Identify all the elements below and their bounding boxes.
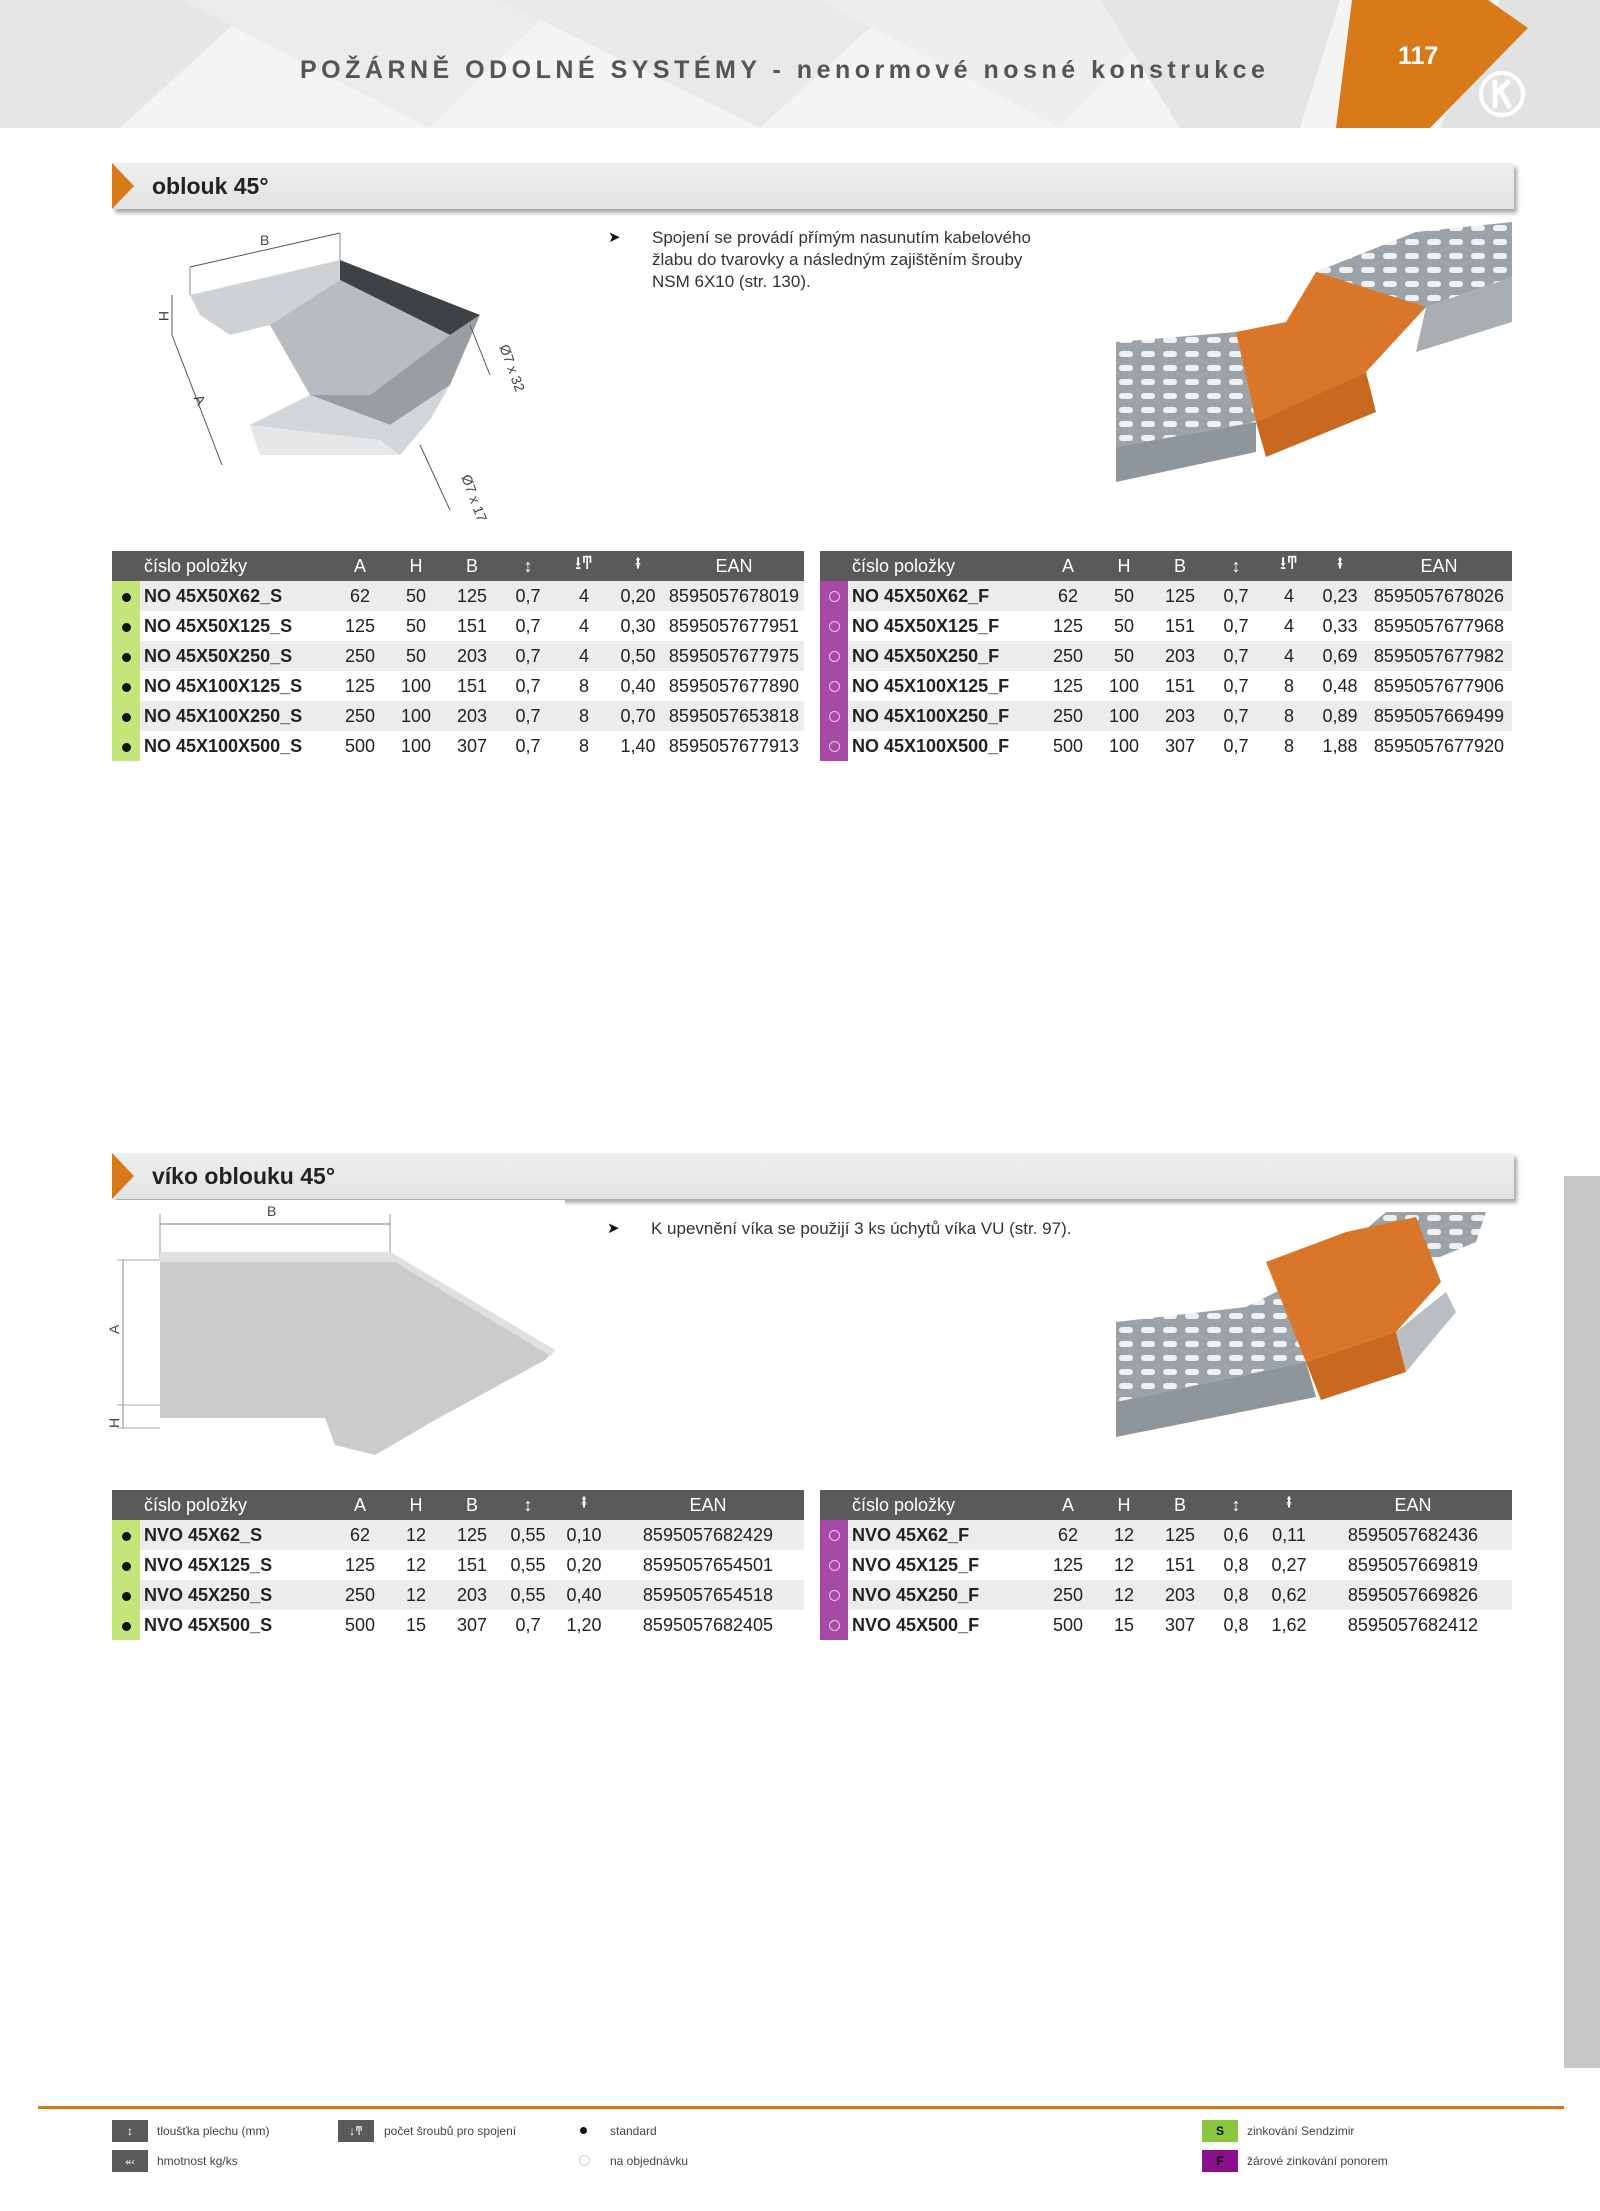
ean-cell: 8595057677951 bbox=[664, 611, 804, 641]
svg-text:Ø7 x 17: Ø7 x 17 bbox=[458, 472, 491, 524]
cell: 4 bbox=[1264, 641, 1314, 671]
on-order-clock-icon bbox=[829, 1620, 840, 1631]
item-code: NO 45X50X62_S bbox=[140, 581, 332, 611]
cell: 203 bbox=[1152, 641, 1208, 671]
standard-dot-icon bbox=[122, 1532, 131, 1541]
legend-thickness: tloušťka plechu (mm) bbox=[157, 2124, 270, 2138]
ean-cell: 8595057654518 bbox=[612, 1580, 804, 1610]
cell: 50 bbox=[388, 581, 444, 611]
bullet-arrow-icon: ➤ bbox=[607, 1220, 620, 1237]
col-header: číslo položky bbox=[848, 551, 1040, 581]
cell: 307 bbox=[1152, 1610, 1208, 1640]
cell: 250 bbox=[332, 701, 388, 731]
page-number: 117 bbox=[1398, 42, 1439, 70]
col-header: B bbox=[444, 551, 500, 581]
cell: 203 bbox=[444, 641, 500, 671]
col-header: ↕ bbox=[1208, 1490, 1264, 1520]
item-code: NVO 45X125_F bbox=[848, 1550, 1040, 1580]
ean-cell: 8595057677968 bbox=[1366, 611, 1512, 641]
cell: 0,7 bbox=[500, 731, 556, 761]
cell: 4 bbox=[556, 611, 612, 641]
cover-table-hot-dip bbox=[820, 1490, 1512, 1640]
item-code: NO 45X50X125_F bbox=[848, 611, 1040, 641]
item-code: NO 45X50X125_S bbox=[140, 611, 332, 641]
svg-text:B: B bbox=[267, 1203, 277, 1219]
standard-dot-icon bbox=[580, 2127, 587, 2134]
col-header: ⭳ͳ bbox=[1264, 551, 1314, 581]
standard-dot-icon bbox=[122, 1562, 131, 1571]
cell: 0,7 bbox=[500, 701, 556, 731]
ean-cell: 8595057677975 bbox=[664, 641, 804, 671]
bullet-arrow-icon: ➤ bbox=[608, 229, 621, 246]
cell: 8 bbox=[556, 671, 612, 701]
item-code: NVO 45X250_S bbox=[140, 1580, 332, 1610]
section-arrow-icon bbox=[112, 163, 134, 209]
cell: 0,7 bbox=[1208, 641, 1264, 671]
item-code: NO 45X100X125_S bbox=[140, 671, 332, 701]
col-header: H bbox=[388, 1490, 444, 1520]
section-title-bar-oblouk bbox=[112, 163, 1514, 209]
table-header-row bbox=[112, 551, 804, 581]
legend-s-code: S bbox=[1202, 2120, 1238, 2142]
cell: 0,27 bbox=[1264, 1550, 1314, 1580]
cell: 0,7 bbox=[1208, 701, 1264, 731]
on-order-clock-icon bbox=[829, 711, 840, 722]
ean-cell: 8595057669826 bbox=[1314, 1580, 1512, 1610]
cell: 0,23 bbox=[1314, 581, 1366, 611]
chapter-side-tab bbox=[1564, 1176, 1600, 2068]
item-code: NO 45X50X62_F bbox=[848, 581, 1040, 611]
svg-text:A: A bbox=[106, 1324, 122, 1334]
cell: 250 bbox=[332, 1580, 388, 1610]
legend-s-label: zinkování Sendzimir bbox=[1247, 2124, 1355, 2138]
on-order-clock-icon bbox=[829, 651, 840, 662]
cell: 15 bbox=[1096, 1610, 1152, 1640]
item-code: NVO 45X500_F bbox=[848, 1610, 1040, 1640]
standard-dot-icon bbox=[122, 1622, 131, 1631]
cell: 12 bbox=[388, 1550, 444, 1580]
cell: 0,7 bbox=[1208, 731, 1264, 761]
cell: 151 bbox=[1152, 671, 1208, 701]
ean-cell: 8595057677890 bbox=[664, 671, 804, 701]
table-row bbox=[820, 1580, 1512, 1610]
cell: 62 bbox=[1040, 581, 1096, 611]
ean-cell: 8595057682405 bbox=[612, 1610, 804, 1640]
col-header: ↕ bbox=[500, 1490, 556, 1520]
ean-cell: 8595057677982 bbox=[1366, 641, 1512, 671]
weight-icon: ⬻ bbox=[112, 2150, 148, 2172]
col-header: H bbox=[1096, 551, 1152, 581]
table-row bbox=[112, 1580, 804, 1610]
table-row bbox=[112, 641, 804, 671]
cell: 0,11 bbox=[1264, 1520, 1314, 1550]
cell: 250 bbox=[1040, 1580, 1096, 1610]
note-line: žlabu do tvarovky a následným zajištěním šrouby bbox=[652, 250, 1023, 269]
item-code: NVO 45X500_S bbox=[140, 1610, 332, 1640]
col-header: ⭻ bbox=[556, 1490, 612, 1520]
svg-text:Ø7 x 32: Ø7 x 32 bbox=[496, 342, 529, 394]
ean-cell: 8595057653818 bbox=[664, 701, 804, 731]
standard-dot-icon bbox=[122, 683, 131, 692]
cell: 151 bbox=[444, 671, 500, 701]
bend-table-sendzimir bbox=[112, 551, 804, 761]
section-title-bar-viko bbox=[112, 1153, 1514, 1199]
cell: 0,7 bbox=[500, 611, 556, 641]
cell: 500 bbox=[1040, 1610, 1096, 1640]
cell: 151 bbox=[444, 1550, 500, 1580]
cell: 100 bbox=[1096, 671, 1152, 701]
legend-screws: počet šroubů pro spojení bbox=[384, 2124, 517, 2138]
cell: 0,69 bbox=[1314, 641, 1366, 671]
cell: 50 bbox=[388, 641, 444, 671]
cell: 250 bbox=[1040, 701, 1096, 731]
col-header: A bbox=[1040, 1490, 1096, 1520]
cell: 125 bbox=[332, 671, 388, 701]
ean-cell: 8595057669499 bbox=[1366, 701, 1512, 731]
col-header: číslo položky bbox=[140, 1490, 332, 1520]
cell: 0,55 bbox=[500, 1520, 556, 1550]
cell: 12 bbox=[1096, 1520, 1152, 1550]
cell: 1,20 bbox=[556, 1610, 612, 1640]
ean-cell: 8595057669819 bbox=[1314, 1550, 1512, 1580]
cell: 100 bbox=[388, 731, 444, 761]
item-code: NO 45X100X500_F bbox=[848, 731, 1040, 761]
on-order-clock-icon bbox=[829, 1590, 840, 1601]
cell: 0,7 bbox=[500, 641, 556, 671]
cell: 100 bbox=[388, 671, 444, 701]
cell: 0,48 bbox=[1314, 671, 1366, 701]
table-row bbox=[820, 671, 1512, 701]
cell: 12 bbox=[1096, 1580, 1152, 1610]
cell: 0,7 bbox=[500, 581, 556, 611]
standard-dot-icon bbox=[122, 743, 131, 752]
table-row bbox=[112, 1550, 804, 1580]
table-header-row bbox=[820, 551, 1512, 581]
ean-cell: 8595057682429 bbox=[612, 1520, 804, 1550]
cell: 0,55 bbox=[500, 1580, 556, 1610]
ean-cell: 8595057677913 bbox=[664, 731, 804, 761]
cell: 4 bbox=[1264, 611, 1314, 641]
table-row bbox=[820, 1610, 1512, 1640]
ean-cell: 8595057677906 bbox=[1366, 671, 1512, 701]
ean-cell: 8595057678019 bbox=[664, 581, 804, 611]
col-header: ⭳ͳ bbox=[556, 551, 612, 581]
note-line: NSM 6X10 (str. 130). bbox=[652, 272, 811, 291]
item-code: NVO 45X250_F bbox=[848, 1580, 1040, 1610]
bend-mounting-note bbox=[608, 227, 1112, 293]
on-order-clock-icon bbox=[829, 681, 840, 692]
cell: 125 bbox=[332, 1550, 388, 1580]
cell: 1,62 bbox=[1264, 1610, 1314, 1640]
cell: 0,7 bbox=[1208, 611, 1264, 641]
cell: 250 bbox=[332, 641, 388, 671]
item-code: NVO 45X62_S bbox=[140, 1520, 332, 1550]
cell: 8 bbox=[556, 701, 612, 731]
cell: 0,30 bbox=[612, 611, 664, 641]
cell: 50 bbox=[1096, 641, 1152, 671]
cell: 125 bbox=[1152, 1520, 1208, 1550]
table-header-row bbox=[820, 1490, 1512, 1520]
ean-cell: 8595057682436 bbox=[1314, 1520, 1512, 1550]
cover-product-photo bbox=[1116, 1212, 1512, 1482]
table-row bbox=[820, 701, 1512, 731]
note-line: K upevnění víka se použijí 3 ks úchytů víka VU (str. 97). bbox=[651, 1219, 1072, 1238]
standard-dot-icon bbox=[122, 653, 131, 662]
col-header: číslo položky bbox=[140, 551, 332, 581]
cell: 8 bbox=[1264, 671, 1314, 701]
note-line: Spojení se provádí přímým nasunutím kabelového bbox=[652, 228, 1031, 247]
table-row bbox=[112, 701, 804, 731]
table-row bbox=[820, 581, 1512, 611]
on-order-clock-icon bbox=[579, 2155, 590, 2166]
col-header: ↕ bbox=[1208, 551, 1264, 581]
cell: 151 bbox=[1152, 1550, 1208, 1580]
section-arrow-icon bbox=[112, 1153, 134, 1199]
col-header: B bbox=[1152, 1490, 1208, 1520]
legend-standard: standard bbox=[610, 2124, 657, 2138]
page-header-title: POŽÁRNĚ ODOLNÉ SYSTÉMY - nenormové nosné konstrukce bbox=[300, 56, 1270, 84]
cell: 0,10 bbox=[556, 1520, 612, 1550]
cell: 62 bbox=[1040, 1520, 1096, 1550]
cell: 100 bbox=[1096, 731, 1152, 761]
cell: 125 bbox=[1040, 671, 1096, 701]
cell: 4 bbox=[556, 641, 612, 671]
cell: 500 bbox=[1040, 731, 1096, 761]
on-order-clock-icon bbox=[829, 1530, 840, 1541]
item-code: NO 45X100X125_F bbox=[848, 671, 1040, 701]
col-header: B bbox=[444, 1490, 500, 1520]
item-code: NO 45X50X250_F bbox=[848, 641, 1040, 671]
table-row bbox=[820, 611, 1512, 641]
table-row bbox=[112, 731, 804, 761]
table-row bbox=[112, 1520, 804, 1550]
cell: 8 bbox=[556, 731, 612, 761]
col-header: H bbox=[1096, 1490, 1152, 1520]
section-title: oblouk 45° bbox=[152, 173, 269, 199]
standard-dot-icon bbox=[122, 623, 131, 632]
cell: 50 bbox=[388, 611, 444, 641]
cell: 0,8 bbox=[1208, 1610, 1264, 1640]
cell: 0,55 bbox=[500, 1550, 556, 1580]
cell: 0,6 bbox=[1208, 1520, 1264, 1550]
cell: 62 bbox=[332, 581, 388, 611]
cell: 203 bbox=[444, 1580, 500, 1610]
cell: 0,40 bbox=[612, 671, 664, 701]
legend-f-label: žárové zinkování ponorem bbox=[1247, 2154, 1388, 2168]
svg-text:B: B bbox=[260, 232, 270, 248]
cell: 8 bbox=[1264, 731, 1314, 761]
table-row bbox=[112, 1610, 804, 1640]
cell: 0,33 bbox=[1314, 611, 1366, 641]
cell: 0,40 bbox=[556, 1580, 612, 1610]
cover-table-sendzimir bbox=[112, 1490, 804, 1640]
cell: 125 bbox=[1152, 581, 1208, 611]
cell: 100 bbox=[388, 701, 444, 731]
item-code: NO 45X100X500_S bbox=[140, 731, 332, 761]
cell: 500 bbox=[332, 731, 388, 761]
cell: 125 bbox=[1040, 611, 1096, 641]
cell: 50 bbox=[1096, 581, 1152, 611]
bend-table-hot-dip bbox=[820, 551, 1512, 761]
cell: 12 bbox=[388, 1580, 444, 1610]
cell: 151 bbox=[444, 611, 500, 641]
table-row bbox=[820, 1550, 1512, 1580]
col-header: EAN bbox=[664, 551, 804, 581]
cell: 4 bbox=[1264, 581, 1314, 611]
svg-text:A: A bbox=[190, 391, 210, 408]
table-row bbox=[112, 611, 804, 641]
cell: 125 bbox=[444, 581, 500, 611]
item-code: NO 45X100X250_S bbox=[140, 701, 332, 731]
col-header: A bbox=[332, 551, 388, 581]
cell: 15 bbox=[388, 1610, 444, 1640]
cell: 307 bbox=[444, 1610, 500, 1640]
col-header: ↕ bbox=[500, 551, 556, 581]
cell: 0,50 bbox=[612, 641, 664, 671]
col-header: ⭻ bbox=[612, 551, 664, 581]
item-code: NO 45X50X250_S bbox=[140, 641, 332, 671]
cover-technical-drawing bbox=[105, 1200, 565, 1460]
on-order-clock-icon bbox=[829, 591, 840, 602]
legend-on-order: na objednávku bbox=[610, 2154, 689, 2168]
cell: 0,20 bbox=[556, 1550, 612, 1580]
item-code: NVO 45X125_S bbox=[140, 1550, 332, 1580]
col-header: číslo položky bbox=[848, 1490, 1040, 1520]
standard-dot-icon bbox=[122, 713, 131, 722]
col-header: ⭻ bbox=[1314, 551, 1366, 581]
svg-text:H: H bbox=[156, 311, 172, 322]
cell: 0,7 bbox=[500, 671, 556, 701]
on-order-clock-icon bbox=[829, 1560, 840, 1571]
cell: 307 bbox=[444, 731, 500, 761]
cell: 0,8 bbox=[1208, 1550, 1264, 1580]
bend-technical-drawing bbox=[150, 225, 550, 525]
on-order-clock-icon bbox=[829, 741, 840, 752]
cell: 250 bbox=[1040, 641, 1096, 671]
table-header-row bbox=[112, 1490, 804, 1520]
standard-dot-icon bbox=[122, 593, 131, 602]
col-header: EAN bbox=[1366, 551, 1512, 581]
cell: 8 bbox=[1264, 701, 1314, 731]
cell: 0,7 bbox=[1208, 581, 1264, 611]
on-order-clock-icon bbox=[829, 621, 840, 632]
legend-f-code: F bbox=[1202, 2150, 1238, 2172]
screws-icon: ↓ͳ bbox=[338, 2120, 374, 2142]
footer-divider bbox=[38, 2106, 1564, 2109]
col-header: H bbox=[388, 551, 444, 581]
cell: 125 bbox=[1040, 1550, 1096, 1580]
legend-weight: hmotnost kg/ks bbox=[157, 2154, 238, 2168]
cell: 500 bbox=[332, 1610, 388, 1640]
cell: 203 bbox=[1152, 1580, 1208, 1610]
cell: 203 bbox=[444, 701, 500, 731]
col-header: A bbox=[1040, 551, 1096, 581]
col-header: B bbox=[1152, 551, 1208, 581]
item-code: NO 45X100X250_F bbox=[848, 701, 1040, 731]
col-header: EAN bbox=[612, 1490, 804, 1520]
ean-cell: 8595057654501 bbox=[612, 1550, 804, 1580]
ean-cell: 8595057682412 bbox=[1314, 1610, 1512, 1640]
cell: 203 bbox=[1152, 701, 1208, 731]
cell: 125 bbox=[332, 611, 388, 641]
ean-cell: 8595057677920 bbox=[1366, 731, 1512, 761]
section-title: víko oblouku 45° bbox=[152, 1163, 336, 1189]
cell: 12 bbox=[388, 1520, 444, 1550]
item-code: NVO 45X62_F bbox=[848, 1520, 1040, 1550]
cell: 0,8 bbox=[1208, 1580, 1264, 1610]
cell: 0,7 bbox=[500, 1610, 556, 1640]
table-row bbox=[820, 1520, 1512, 1550]
cell: 0,89 bbox=[1314, 701, 1366, 731]
cell: 1,88 bbox=[1314, 731, 1366, 761]
cell: 0,20 bbox=[612, 581, 664, 611]
col-header: ⭻ bbox=[1264, 1490, 1314, 1520]
cell: 307 bbox=[1152, 731, 1208, 761]
cell: 0,70 bbox=[612, 701, 664, 731]
col-header: EAN bbox=[1314, 1490, 1512, 1520]
cell: 12 bbox=[1096, 1550, 1152, 1580]
cell: 50 bbox=[1096, 611, 1152, 641]
ean-cell: 8595057678026 bbox=[1366, 581, 1512, 611]
cell: 62 bbox=[332, 1520, 388, 1550]
standard-dot-icon bbox=[122, 1592, 131, 1601]
cell: 125 bbox=[444, 1520, 500, 1550]
cell: 151 bbox=[1152, 611, 1208, 641]
cell: 4 bbox=[556, 581, 612, 611]
cell: 0,62 bbox=[1264, 1580, 1314, 1610]
col-header: A bbox=[332, 1490, 388, 1520]
table-row bbox=[112, 671, 804, 701]
cell: 0,7 bbox=[1208, 671, 1264, 701]
svg-text:H: H bbox=[106, 1417, 122, 1428]
cell: 1,40 bbox=[612, 731, 664, 761]
company-logo-icon bbox=[1478, 70, 1526, 118]
cell: 100 bbox=[1096, 701, 1152, 731]
bend-product-photo bbox=[1116, 222, 1512, 502]
table-row bbox=[112, 581, 804, 611]
table-row bbox=[820, 641, 1512, 671]
table-row bbox=[820, 731, 1512, 761]
thickness-icon: ↕ bbox=[112, 2120, 148, 2142]
